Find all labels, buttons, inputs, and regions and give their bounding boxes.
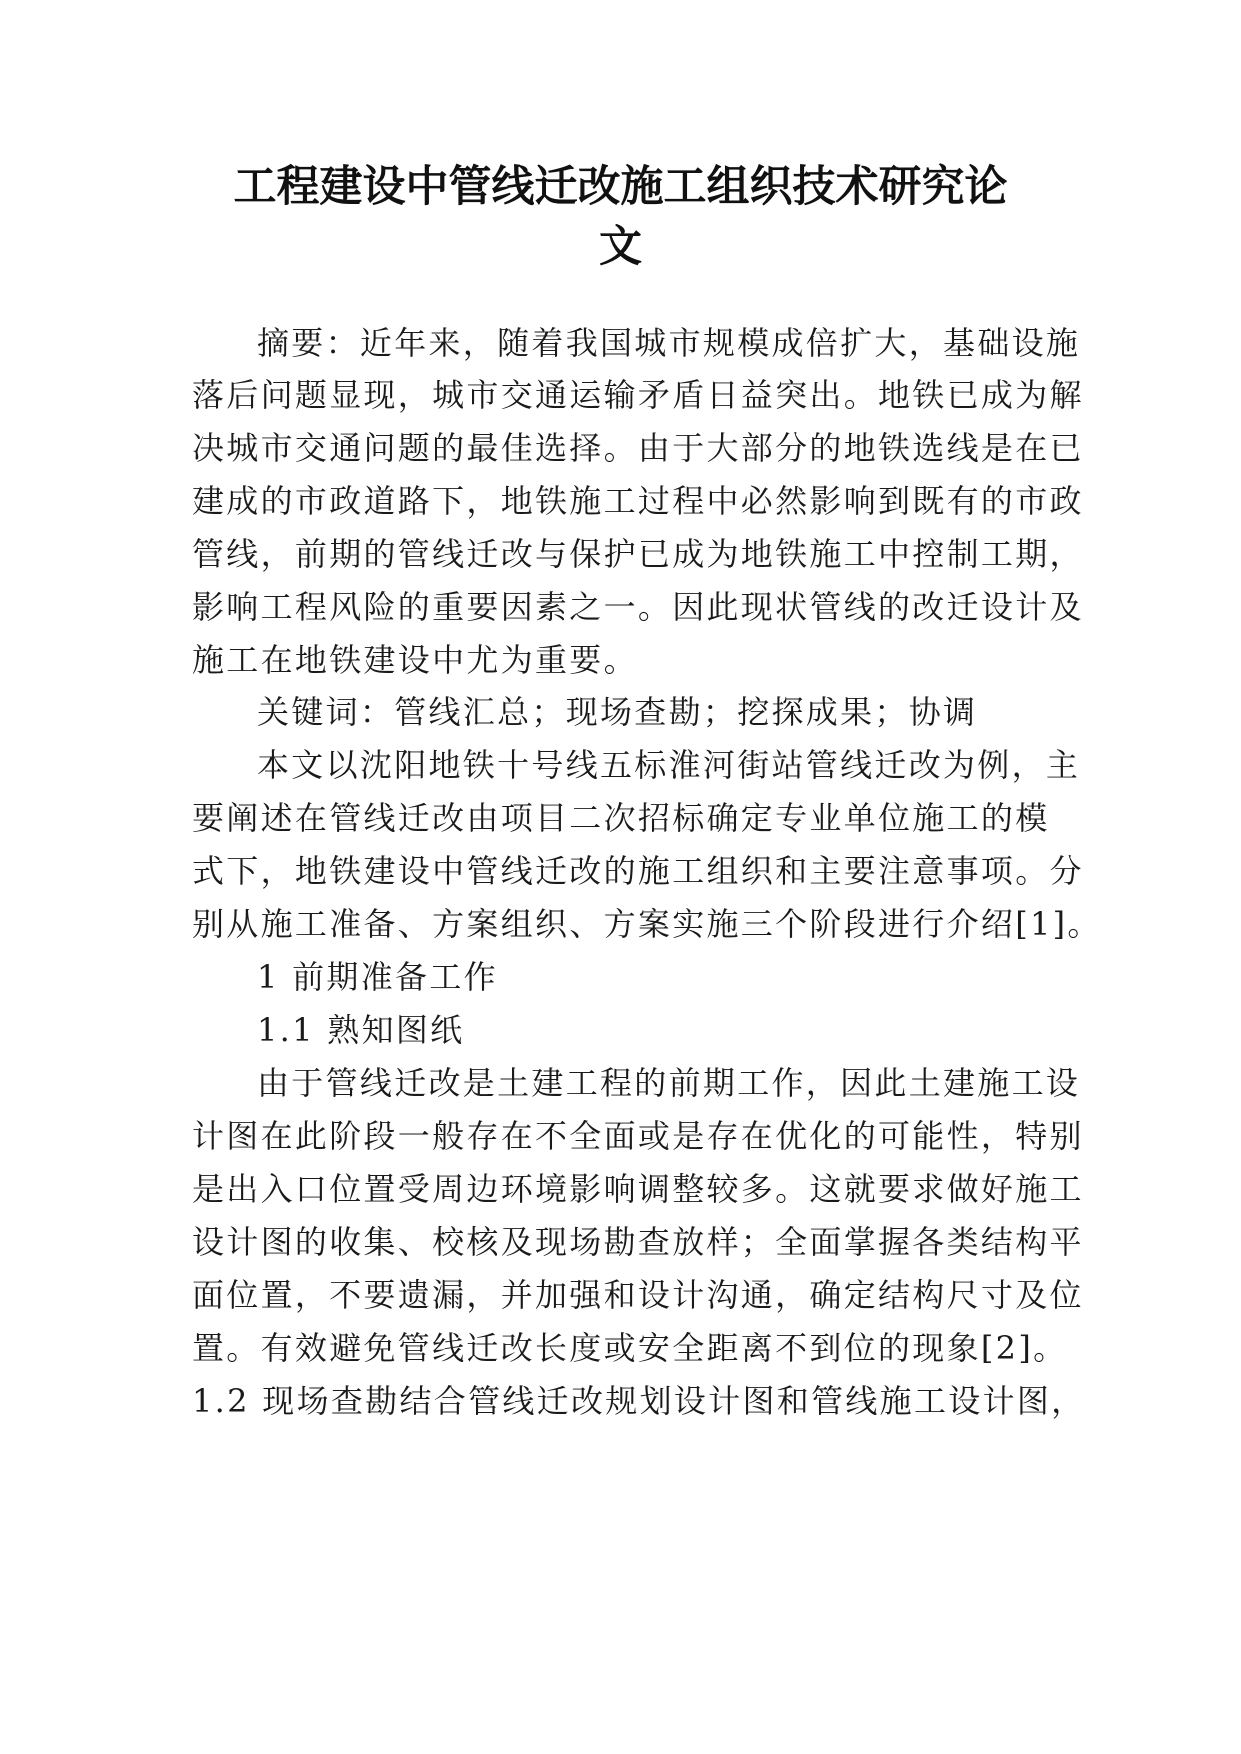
- paragraph-line: 式下，地铁建设中管线迁改的施工组织和主要注意事项。分: [192, 852, 1084, 890]
- subsection-heading: 1.1 熟知图纸: [257, 1011, 465, 1049]
- keywords-line: 关键词：管线汇总；现场查勘；挖探成果；协调: [257, 693, 978, 731]
- abstract-line: 施工在地铁建设中尤为重要。: [192, 641, 638, 679]
- abstract-line: 落后问题显现，城市交通运输矛盾日益突出。地铁已成为解: [192, 376, 1084, 414]
- document-title-line-2: 文: [599, 222, 642, 272]
- section-heading: 1 前期准备工作: [257, 958, 498, 996]
- subsection-heading: 1.2 现场查勘结合管线迁改规划设计图和管线施工设计图，: [192, 1382, 1086, 1420]
- paragraph-line: 是出入口位置受周边环境影响调整较多。这就要求做好施工: [192, 1170, 1084, 1208]
- paragraph-line: 面位置，不要遗漏，并加强和设计沟通，确定结构尺寸及位: [192, 1276, 1084, 1314]
- document-title-line-1: 工程建设中管线迁改施工组织技术研究论: [233, 162, 1008, 212]
- paragraph-line: 置。有效避免管线迁改长度或安全距离不到位的现象[2]。: [192, 1329, 1068, 1367]
- abstract-line: 摘要：近年来，随着我国城市规模成倍扩大，基础设施: [257, 324, 1081, 362]
- abstract-line: 管线，前期的管线迁改与保护已成为地铁施工中控制工期，: [192, 535, 1084, 573]
- paragraph-line: 设计图的收集、校核及现场勘查放样；全面掌握各类结构平: [192, 1223, 1084, 1261]
- abstract-line: 决城市交通问题的最佳选择。由于大部分的地铁选线是在已: [192, 429, 1084, 467]
- paragraph-line: 别从施工准备、方案组织、方案实施三个阶段进行介绍[1]。: [192, 905, 1102, 943]
- abstract-line: 建成的市政道路下，地铁施工过程中必然影响到既有的市政: [192, 482, 1084, 520]
- abstract-line: 影响工程风险的重要因素之一。因此现状管线的改迁设计及: [192, 588, 1084, 626]
- paragraph-line: 本文以沈阳地铁十号线五标淮河街站管线迁改为例，主: [257, 746, 1081, 784]
- paragraph-line: 要阐述在管线迁改由项目二次招标确定专业单位施工的模: [192, 799, 1050, 837]
- paragraph-line: 计图在此阶段一般存在不全面或是存在优化的可能性，特别: [192, 1117, 1084, 1155]
- paragraph-line: 由于管线迁改是土建工程的前期工作，因此土建施工设: [257, 1064, 1081, 1102]
